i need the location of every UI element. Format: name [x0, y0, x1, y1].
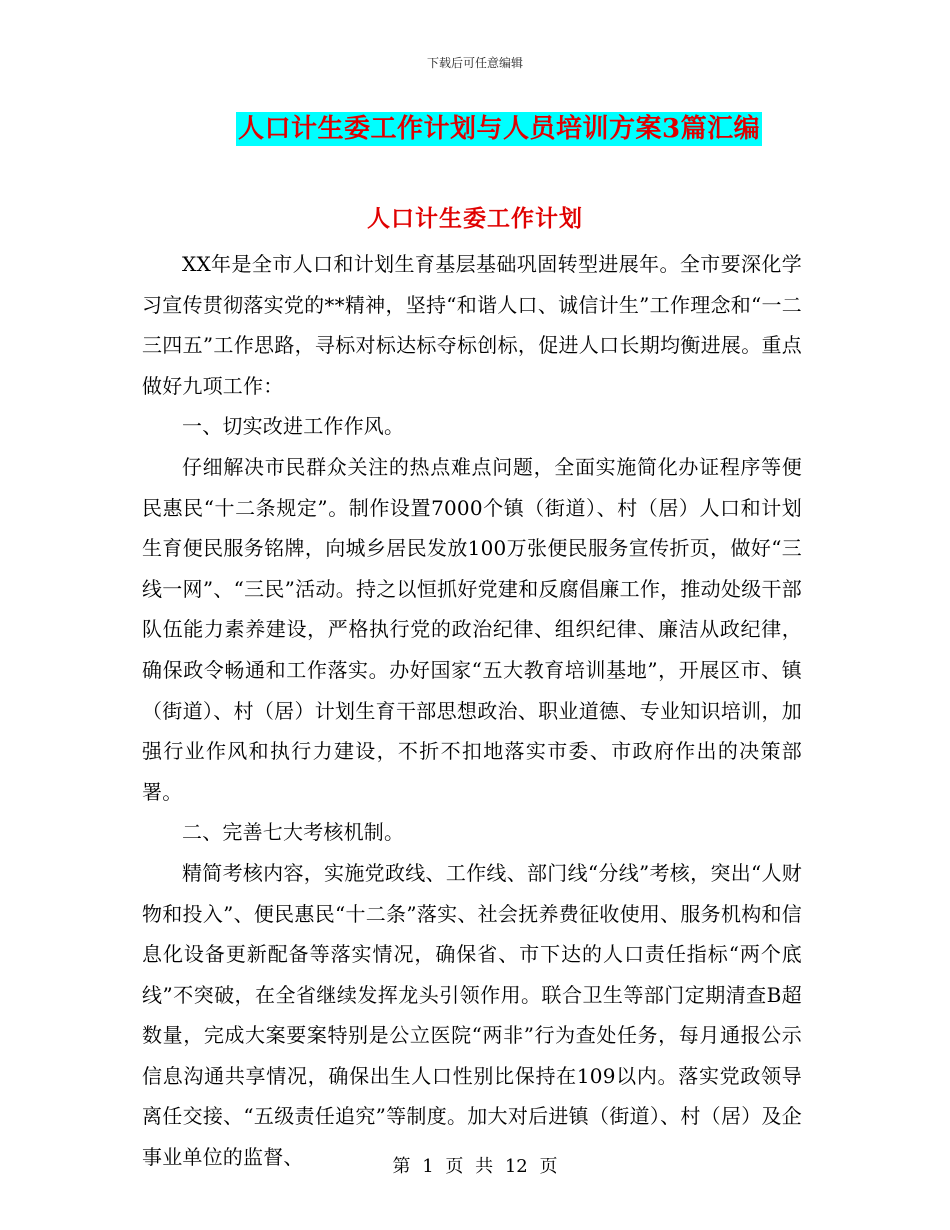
document-body: [142, 244, 802, 1178]
heading-item-1: 一、切实改进工作作风。: [182, 414, 405, 439]
paragraph-intro: XX年是全市人口和计划生育基层基础巩固转型进展年。全市要深化学习宣传贯彻落实党的**精神，坚持“和谐人口、诚信计生”工作理念和“一二三四五”工作思路，寻标对标达标夺标创标，促进人口长期均衡进展。重点做好九项工作：: [142, 252, 802, 398]
page-number: 第 1 页 共 12 页: [392, 1156, 558, 1177]
paragraph-item-1: 仔细解决市民群众关注的热点难点问题，全面实施简化办证程序等便民惠民“十二条规定”。制作设置7000个镇（街道）、村（居）人口和计划生育便民服务铭牌，向城乡居民发放100万张便民服务宣传折页，做好“三线一网”、“三民”活动。持之以恒抓好党建和反腐倡廉工作，推动处级干部队伍能力素养建设，严格执行党的政治纪律、组织纪律、廉洁从政纪律，确保政令畅通和工作落实。办好国家“五大教育培训基地”，开展区市、镇（街道）、村（居）计划生育干部思想政治、职业道德、专业知识培训，加强行业作风和执行力建设，不折不扣地落实市委、市政府作出的决策部署。: [142, 454, 802, 804]
document-title: 人口计生委工作计划与人员培训方案3篇汇编: [238, 114, 761, 144]
header-note: 下载后可任意编辑: [426, 56, 523, 70]
paragraph-item-2: 精简考核内容，实施党政线、工作线、部门线“分线”考核，突出“人财物和投入”、便民惠民“十二条”落实、社会抚养费征收使用、服务机构和信息化设备更新配备等落实情况，确保省、市下达的人口责任指标“两个底线”不突破，在全省继续发挥龙头引领作用。联合卫生等部门定期清查B超数量，完成大案要案特别是公立医院“两非”行为查处任务，每月通报公示信息沟通共享情况，确保出生人口性别比保持在109以内。落实党政领导离任交接、“五级责任追究”等制度。加大对后进镇（街道）、村（居）及企事业单位的监督、: [142, 860, 802, 1170]
heading-item-2: 二、完善七大考核机制。: [182, 820, 405, 845]
section-title: 人口计生委工作计划: [367, 205, 583, 232]
